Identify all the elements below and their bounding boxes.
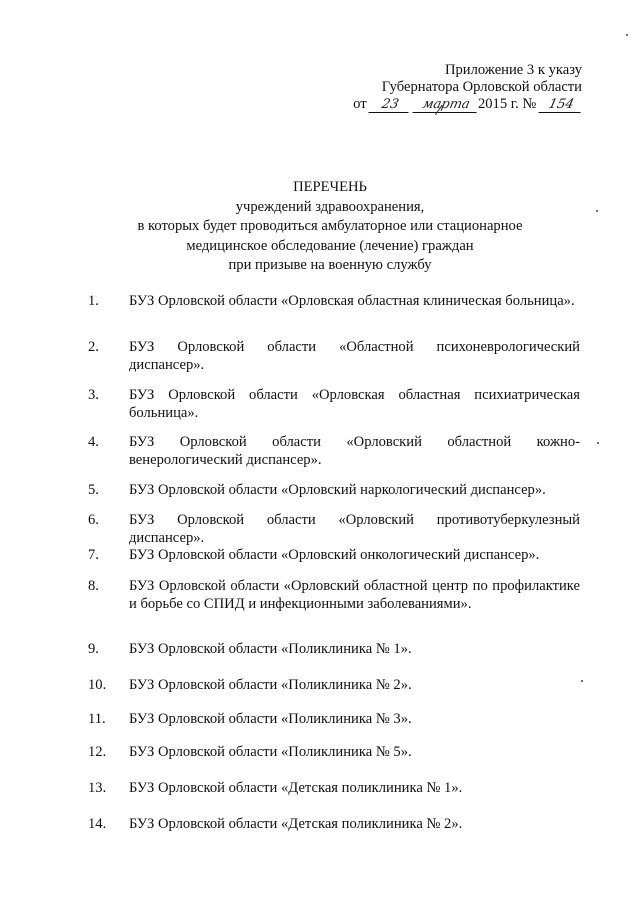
item-number: 9.	[88, 641, 99, 657]
document-title: ПЕРЕЧЕНЬ	[293, 179, 367, 195]
item-number: 3.	[88, 387, 99, 403]
handwritten-number: 154	[538, 98, 583, 113]
item-text: БУЗ Орловской области «Поликлиника № 2».	[129, 677, 412, 693]
scan-speck	[596, 210, 598, 212]
item-text: БУЗ Орловской области «Областной психоневрологический диспансер».	[129, 339, 580, 373]
from-label: от	[353, 96, 367, 112]
item-text: БУЗ Орловской области «Поликлиника № 3».	[129, 711, 412, 727]
heading-line-4: при призыве на военную службу	[228, 257, 432, 274]
scan-speck	[581, 680, 583, 682]
item-number: 14.	[88, 816, 107, 832]
item-number: 6.	[88, 512, 99, 528]
scan-speck	[597, 442, 599, 444]
document-heading	[120, 178, 540, 276]
item-text: БУЗ Орловской области «Орловский онкологический диспансер».	[129, 547, 540, 563]
item-text: БУЗ Орловской области «Орловский противотуберкулезный диспансер».	[129, 512, 580, 546]
item-number: 5.	[88, 482, 99, 498]
item-text: БУЗ Орловской области «Детская поликлиника № 2».	[129, 816, 463, 832]
heading-line-2: в которых будет проводиться амбулаторное или стационарное	[137, 218, 523, 235]
item-number: 8.	[88, 578, 99, 594]
item-number: 11.	[88, 711, 106, 727]
item-text: БУЗ Орловской области «Орловская областная клиническая больница».	[129, 293, 575, 309]
heading-line-3: медицинское обследование (лечение) граждан	[186, 237, 474, 254]
item-number: 2.	[88, 339, 99, 355]
appendix-block	[342, 62, 582, 113]
item-number: 13.	[88, 780, 107, 796]
item-text: БУЗ Орловской области «Орловский областной кожно-венерологический диспансер».	[129, 434, 580, 468]
handwritten-month: марта	[412, 98, 479, 113]
item-text: БУЗ Орловской области «Поликлиника № 1».	[129, 641, 412, 657]
item-number: 1.	[88, 293, 99, 309]
heading-line-1: учреждений здравоохранения,	[235, 198, 425, 215]
scan-speck	[626, 34, 628, 36]
appendix-line-1: Приложение 3 к указу	[444, 62, 582, 78]
year-number-label: 2015 г. №	[477, 96, 537, 112]
item-number: 4.	[88, 434, 99, 450]
item-text: БУЗ Орловской области «Орловский наркологический диспансер».	[129, 482, 546, 498]
item-text: БУЗ Орловской области «Орловский областной центр по профилактике и борьбе со СПИД и инфекционными заболеваниями».	[129, 578, 580, 612]
item-number: 12.	[88, 744, 107, 760]
item-number: 7.	[88, 547, 99, 563]
item-text: БУЗ Орловской области «Поликлиника № 5».	[129, 744, 412, 760]
appendix-date-line	[342, 96, 582, 113]
appendix-line-2: Губернатора Орловской области	[381, 79, 582, 95]
item-text: БУЗ Орловской области «Орловская областная психиатрическая больница».	[129, 387, 580, 421]
item-text: БУЗ Орловской области «Детская поликлиника № 1».	[129, 780, 463, 796]
handwritten-day: 23	[369, 98, 412, 113]
item-number: 10.	[88, 677, 107, 693]
